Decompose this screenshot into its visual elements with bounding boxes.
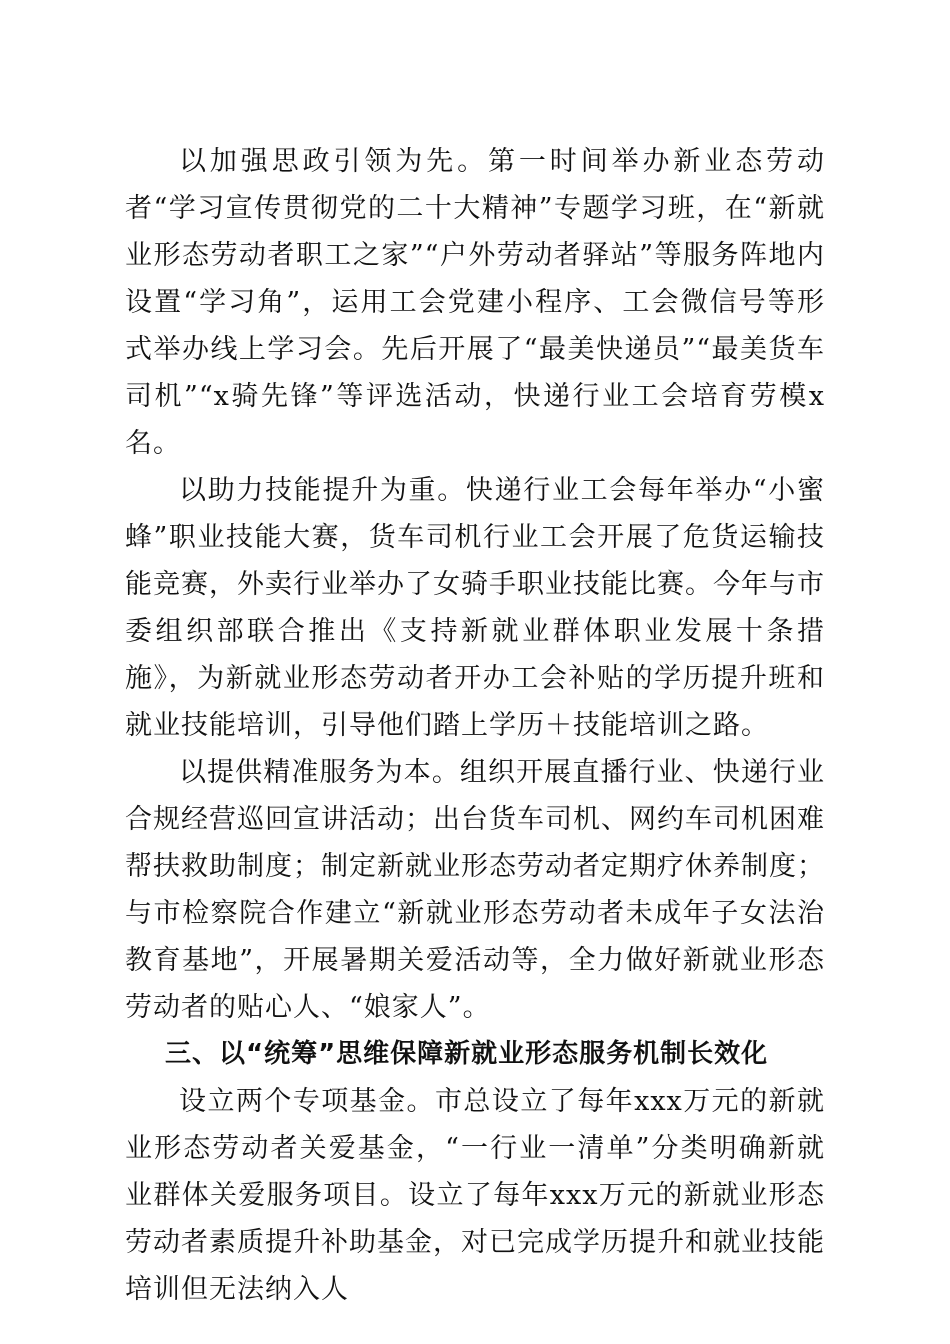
section-heading: 三、以“统筹”思维保障新就业形态服务机制长效化 [165,1039,769,1069]
paragraph-skill-improvement: 以助力技能提升为重。快递行业工会每年举办“小蜜蜂”职业技能大赛，货车司机行业工会开展了危货运输技能竞赛，外卖行业举办了女骑手职业技能比赛。今年与市委组织部联合推出《支持新就业群体职业发展十条措施》，为新就业形态劳动者开办工会补贴的学历提升班和就业技能培训，引导他们踏上学历＋技能培训之路。 [125,475,825,741]
paragraph-precise-services: 以提供精准服务为本。组织开展直播行业、快递行业合规经营巡回宣讲活动；出台货车司机、网约车司机困难帮扶救助制度；制定新就业形态劳动者定期疗休养制度；与市检察院合作建立“新就业形态劳动者未成年子女法治教育基地”，开展暑期关爱活动等，全力做好新就业形态劳动者的贴心人、“娘家人”。 [125,757,825,1023]
document-page [125,138,825,1313]
paragraph-special-funds: 设立两个专项基金。市总设立了每年xxx万元的新就业形态劳动者关爱基金，“一行业一清单”分类明确新就业群体关爱服务项目。设立了每年xxx万元的新就业形态劳动者素质提升补助基金，对已完成学历提升和就业技能培训但无法纳入人 [125,1086,825,1305]
paragraph-ideological-guidance: 以加强思政引领为先。第一时间举办新业态劳动者“学习宣传贯彻党的二十大精神”专题学习班，在“新就业形态劳动者职工之家”“户外劳动者驿站”等服务阵地内设置“学习角”，运用工会党建小程序、工会微信号等形式举办线上学习会。先后开展了“最美快递员”“最美货车司机”“x骑先锋”等评选活动，快递行业工会培育劳模x名。 [125,146,825,459]
